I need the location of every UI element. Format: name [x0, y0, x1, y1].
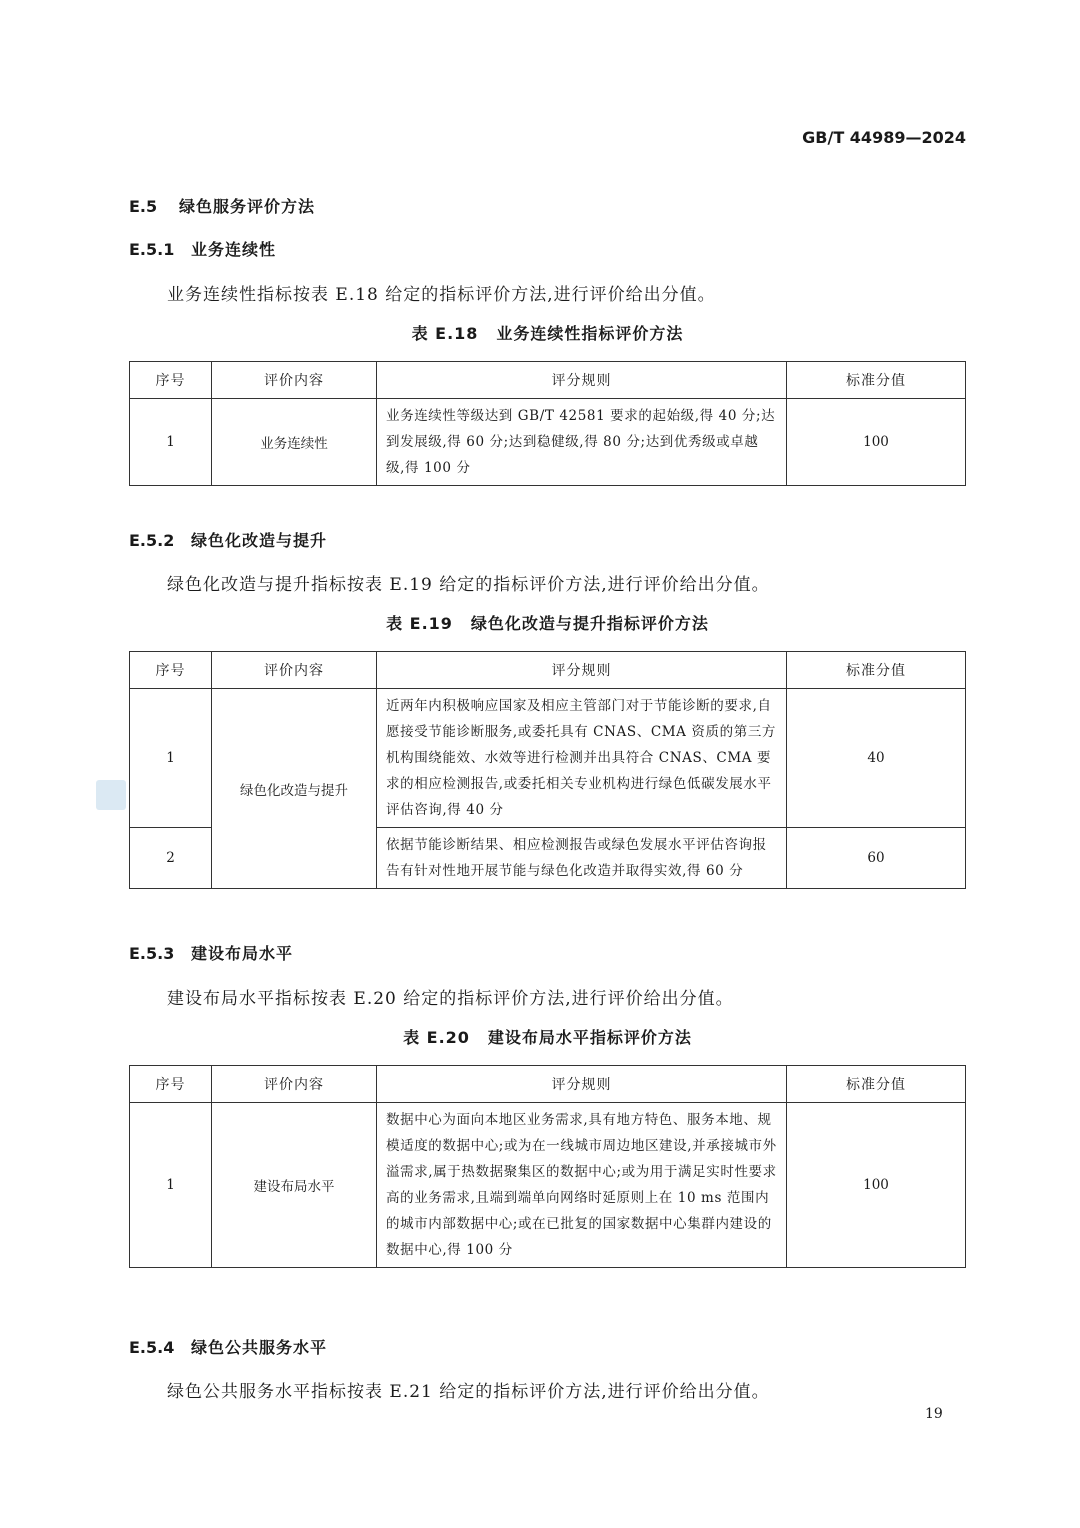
header-rule: 评分规则	[377, 1066, 787, 1103]
cell-content: 建设布局水平	[212, 1103, 377, 1268]
table-caption-e20	[129, 1025, 966, 1048]
caption-number: 表 E.18	[411, 324, 479, 343]
cell-score: 60	[787, 828, 966, 889]
paragraph-e53: 建设布局水平指标按表 E.20 给定的指标评价方法,进行评价给出分值。	[167, 989, 734, 1009]
page-number: 19	[925, 1406, 943, 1422]
section-heading-e52	[129, 528, 327, 551]
paragraph-e52: 绿色化改造与提升指标按表 E.19 给定的指标评价方法,进行评价给出分值。	[167, 575, 770, 595]
section-heading-e53	[129, 941, 293, 964]
section-title: 业务连续性	[191, 240, 277, 259]
table-caption-e18	[129, 321, 966, 344]
header-content: 评价内容	[212, 1066, 377, 1103]
cell-content: 业务连续性	[212, 399, 377, 486]
caption-title: 建设布局水平指标评价方法	[487, 1028, 692, 1047]
paragraph-e51: 业务连续性指标按表 E.18 给定的指标评价方法,进行评价给出分值。	[167, 285, 716, 305]
caption-number: 表 E.20	[403, 1028, 470, 1047]
header-no: 序号	[130, 652, 212, 689]
cell-rule: 数据中心为面向本地区业务需求,具有地方特色、服务本地、规模适度的数据中心;或为在一线城市周边地区建设,并承接城市外溢需求,属于热数据聚集区的数据中心;或为用于满足实时性要求高的业务需求,且端到端单向网络时延原则上在 10 ms 范围内的城市内部数据中心;或在已批复的国家数据中心集群内建设的数据中心,得 100 分	[377, 1103, 787, 1268]
header-no: 序号	[130, 1066, 212, 1103]
table-row	[130, 689, 966, 828]
section-heading-e51	[129, 237, 276, 260]
header-score: 标准分值	[787, 652, 966, 689]
caption-title: 绿色化改造与提升指标评价方法	[470, 614, 709, 633]
header-content: 评价内容	[212, 652, 377, 689]
paragraph-e54: 绿色公共服务水平指标按表 E.21 给定的指标评价方法,进行评价给出分值。	[167, 1382, 770, 1402]
caption-title: 业务连续性指标评价方法	[496, 324, 684, 343]
section-number: E.5.3	[129, 944, 175, 963]
cell-no: 1	[130, 1103, 212, 1268]
header-content: 评价内容	[212, 362, 377, 399]
header-rule: 评分规则	[377, 652, 787, 689]
cell-rule: 业务连续性等级达到 GB/T 42581 要求的起始级,得 40 分;达到发展级,得 60 分;达到稳健级,得 80 分;达到优秀级或卓越级,得 100 分	[377, 399, 787, 486]
header-score: 标准分值	[787, 1066, 966, 1103]
section-heading-e54	[129, 1335, 327, 1358]
cell-no: 2	[130, 828, 212, 889]
document-code: GB/T 44989—2024	[802, 128, 966, 147]
cell-score: 40	[787, 689, 966, 828]
header-rule: 评分规则	[377, 362, 787, 399]
cell-score: 100	[787, 1103, 966, 1268]
cell-rule: 依据节能诊断结果、相应检测报告或绿色发展水平评估咨询报告有针对性地开展节能与绿色化改造并取得实效,得 60 分	[377, 828, 787, 889]
cell-no: 1	[130, 689, 212, 828]
section-number: E.5.1	[129, 240, 175, 259]
section-title: 绿色公共服务水平	[191, 1338, 328, 1357]
header-no: 序号	[130, 362, 212, 399]
table-e19	[129, 651, 966, 889]
table-e18	[129, 361, 966, 486]
table-header-row	[130, 362, 966, 399]
section-number: E.5.2	[129, 531, 175, 550]
table-row	[130, 399, 966, 486]
cell-no: 1	[130, 399, 212, 486]
table-e20	[129, 1065, 966, 1268]
table-caption-e19	[129, 611, 966, 634]
section-number: E.5.4	[129, 1338, 175, 1357]
cell-score: 100	[787, 399, 966, 486]
cell-rule: 近两年内积极响应国家及相应主管部门对于节能诊断的要求,自愿接受节能诊断服务,或委托具有 CNAS、CMA 资质的第三方机构围绕能效、水效等进行检测并出具符合 CNAS、CMA 要求的相应检测报告,或委托相关专业机构进行绿色低碳发展水平评估咨询,得 40 分	[377, 689, 787, 828]
header-score: 标准分值	[787, 362, 966, 399]
section-title: 建设布局水平	[191, 944, 294, 963]
table-header-row	[130, 652, 966, 689]
table-header-row	[130, 1066, 966, 1103]
section-title: 绿色服务评价方法	[179, 197, 316, 216]
cell-content: 绿色化改造与提升	[212, 689, 377, 889]
watermark-logo	[96, 780, 126, 810]
table-row	[130, 1103, 966, 1268]
caption-number: 表 E.19	[386, 614, 453, 633]
section-heading-e5	[129, 194, 315, 217]
section-title: 绿色化改造与提升	[191, 531, 328, 550]
section-number: E.5	[129, 197, 158, 216]
